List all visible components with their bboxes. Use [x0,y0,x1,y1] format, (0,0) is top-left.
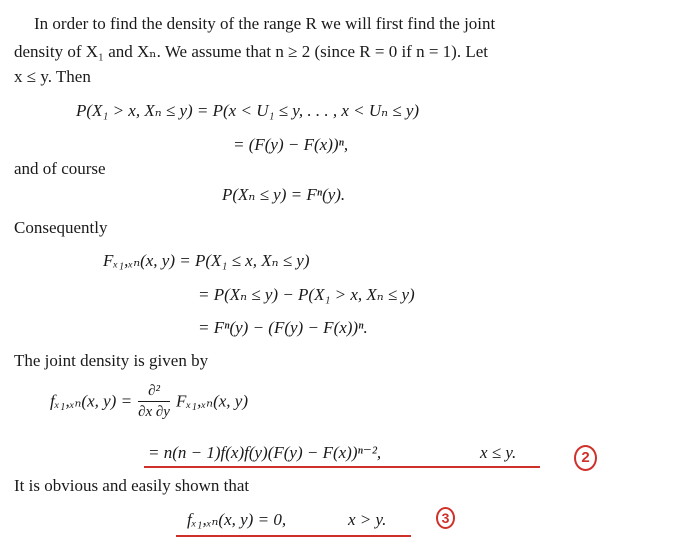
equation-3-line-2: = P(Xₙ ≤ y) − P(X₁ > x, Xₙ ≤ y) [198,285,415,304]
equation-5-condition: x > y. [348,510,387,529]
equation-3-line-3: = Fⁿ(y) − (F(y) − F(x))ⁿ. [198,318,368,337]
equation-4-lhs: fₓ₁,ₓₙ(x, y) = [50,391,133,411]
equation-4-line-1 [50,383,248,422]
red-underline-equation-5 [176,535,411,537]
equation-4-line-2: = n(n − 1)f(x)f(y)(F(y) − F(x))ⁿ⁻², [148,443,382,462]
equation-5-expression: fₓ₁,ₓₙ(x, y) = 0, [187,510,287,529]
fraction-denominator: ∂x ∂y [138,404,170,421]
equation-1-line-1: P(X₁ > x, Xₙ ≤ y) = P(x < U₁ ≤ y, . . . , x < Uₙ ≤ y) [76,101,420,120]
equation-4-rhs: Fₓ₁,ₓₙ(x, y) [175,391,248,411]
text-and-of-course: and of course [14,159,106,178]
fraction-numerator: ∂² [148,383,160,399]
annotation-circle-2: 2 [574,445,597,471]
annotation-circle-3: 3 [436,507,455,529]
equation-2: P(Xₙ ≤ y) = Fⁿ(y). [222,185,346,204]
partial-derivative-fraction [138,383,170,422]
equation-3-line-1: Fₓ₁,ₓₙ(x, y) = P(X₁ ≤ x, Xₙ ≤ y) [103,251,310,270]
intro-line-1: In order to find the density of the range R we will first find the joint [34,14,496,33]
text-obvious: It is obvious and easily shown that [14,476,250,495]
intro-line-2: density of X₁ and Xₙ. We assume that n ≥ 2 (since R = 0 if n = 1). Let [14,42,488,61]
equation-4-condition: x ≤ y. [480,443,517,462]
intro-line-3: x ≤ y. Then [14,67,91,86]
text-joint-density: The joint density is given by [14,351,209,370]
equation-1-line-2: = (F(y) − F(x))ⁿ, [233,135,349,154]
text-consequently: Consequently [14,218,108,237]
red-underline-equation-4 [144,466,540,468]
fraction-bar [138,401,170,402]
